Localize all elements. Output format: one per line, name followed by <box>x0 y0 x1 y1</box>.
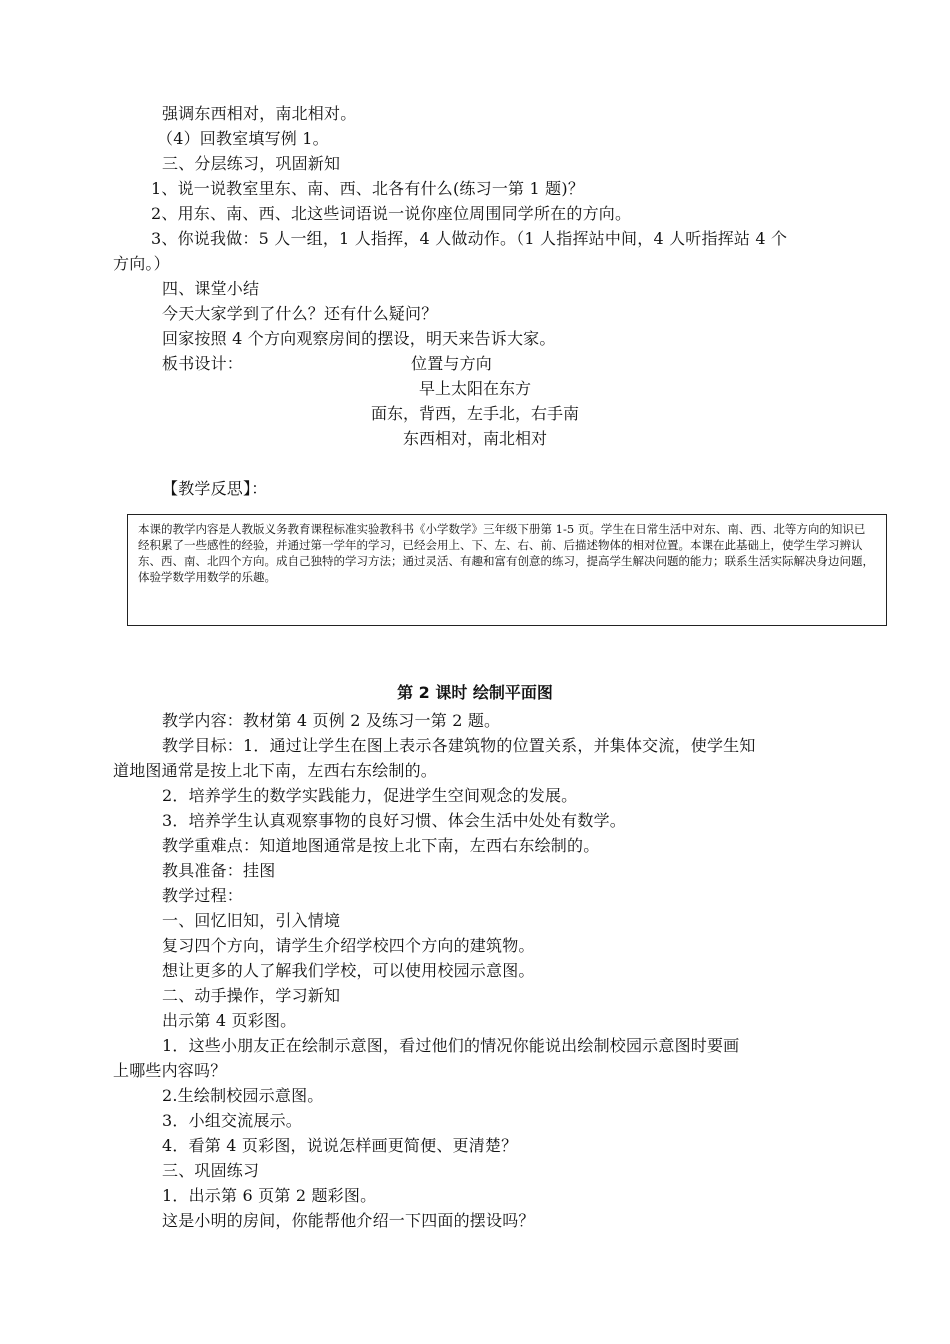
text-line: 2.生绘制校园示意图。 <box>162 1086 324 1105</box>
board-title: 位置与方向 <box>411 354 493 373</box>
text-line: 出示第 4 页彩图。 <box>162 1011 297 1030</box>
text-line: 教具准备：挂图 <box>162 861 276 880</box>
text-line: 4．看第 4 页彩图，说说怎样画更简便、更清楚？ <box>162 1136 518 1155</box>
board-line: 早上太阳在东方 <box>418 379 531 398</box>
text-line: 教学重难点：知道地图通常是按上北下南，左西右东绘制的。 <box>162 836 600 855</box>
section-heading: 一、回忆旧知，引入情境 <box>162 911 341 930</box>
reflection-text: 本课的教学内容是人教版义务教育课程标准实验教科书《小学数学》三年级下册第 1-5 页。学生在日常生活中对东、南、西、北等方向的知识已经积累了一些感性的经验，并通过第一学年的学习，已经会用上、下、左、右、前、后描述物体的相对位置。本课在此基础上，使学生学习辨认东、西、南、北四个方向。成自己独特的学习方法；通过灵活、有趣和富有创意的练习，提高学生解决问题的能力；联系生活实际解决身边问题，体验学数学用数学的乐趣。 <box>138 522 874 584</box>
section-heading: 二、动手操作，学习新知 <box>162 986 341 1005</box>
text-line: （4）回教室填写例 1。 <box>157 129 329 148</box>
board-line: 东西相对，南北相对 <box>402 429 547 448</box>
board-label: 板书设计： <box>162 354 244 373</box>
text-line: 3．培养学生认真观察事物的良好习惯、体会生活中处处有数学。 <box>162 811 626 830</box>
text-line: 3．小组交流展示。 <box>162 1111 302 1130</box>
text-line: 道地图通常是按上北下南，左西右东绘制的。 <box>113 761 438 780</box>
reflection-label: 【教学反思】： <box>162 479 268 498</box>
reflection-box <box>127 514 887 626</box>
text-line: 想让更多的人了解我们学校，可以使用校园示意图。 <box>162 961 535 980</box>
text-line: 教学过程： <box>162 886 244 905</box>
text-line: 今天大家学到了什么？还有什么疑问？ <box>162 304 438 323</box>
text-line: 1．出示第 6 页第 2 题彩图。 <box>162 1186 377 1205</box>
text-line: 3、你说我做：5 人一组，1 人指挥，4 人做动作。（1 人指挥站中间，4 人听指挥站 4 个 <box>151 229 788 248</box>
text-line: 上哪些内容吗？ <box>113 1061 227 1080</box>
text-line: 强调东西相对，南北相对。 <box>162 104 357 123</box>
section-heading: 三、巩固练习 <box>162 1161 260 1180</box>
text-line: 2、用东、南、西、北这些词语说一说你座位周围同学所在的方向。 <box>151 204 632 223</box>
lesson-heading: 第 2 课时 绘制平面图 <box>397 683 553 702</box>
text-line: 教学目标：1．通过让学生在图上表示各建筑物的位置关系，并集体交流，使学生知 <box>162 736 756 755</box>
text-line: 1、说一说教室里东、南、西、北各有什么(练习一第 1 题)？ <box>151 179 585 198</box>
text-line: 教学内容：教材第 4 页例 2 及练习一第 2 题。 <box>162 711 501 730</box>
text-line: 复习四个方向，请学生介绍学校四个方向的建筑物。 <box>162 936 535 955</box>
board-line: 面东，背西，左手北，右手南 <box>370 404 579 423</box>
text-line: 1．这些小朋友正在绘制示意图，看过他们的情况你能说出绘制校园示意图时要画 <box>162 1036 740 1055</box>
text-line: 方向。） <box>113 254 170 273</box>
text-line: 2．培养学生的数学实践能力，促进学生空间观念的发展。 <box>162 786 578 805</box>
text-line: 回家按照 4 个方向观察房间的摆设，明天来告诉大家。 <box>162 329 556 348</box>
section-heading: 四、课堂小结 <box>162 279 260 298</box>
text-line: 这是小明的房间，你能帮他介绍一下四面的摆设吗？ <box>162 1211 535 1230</box>
section-heading: 三、分层练习，巩固新知 <box>162 154 341 173</box>
